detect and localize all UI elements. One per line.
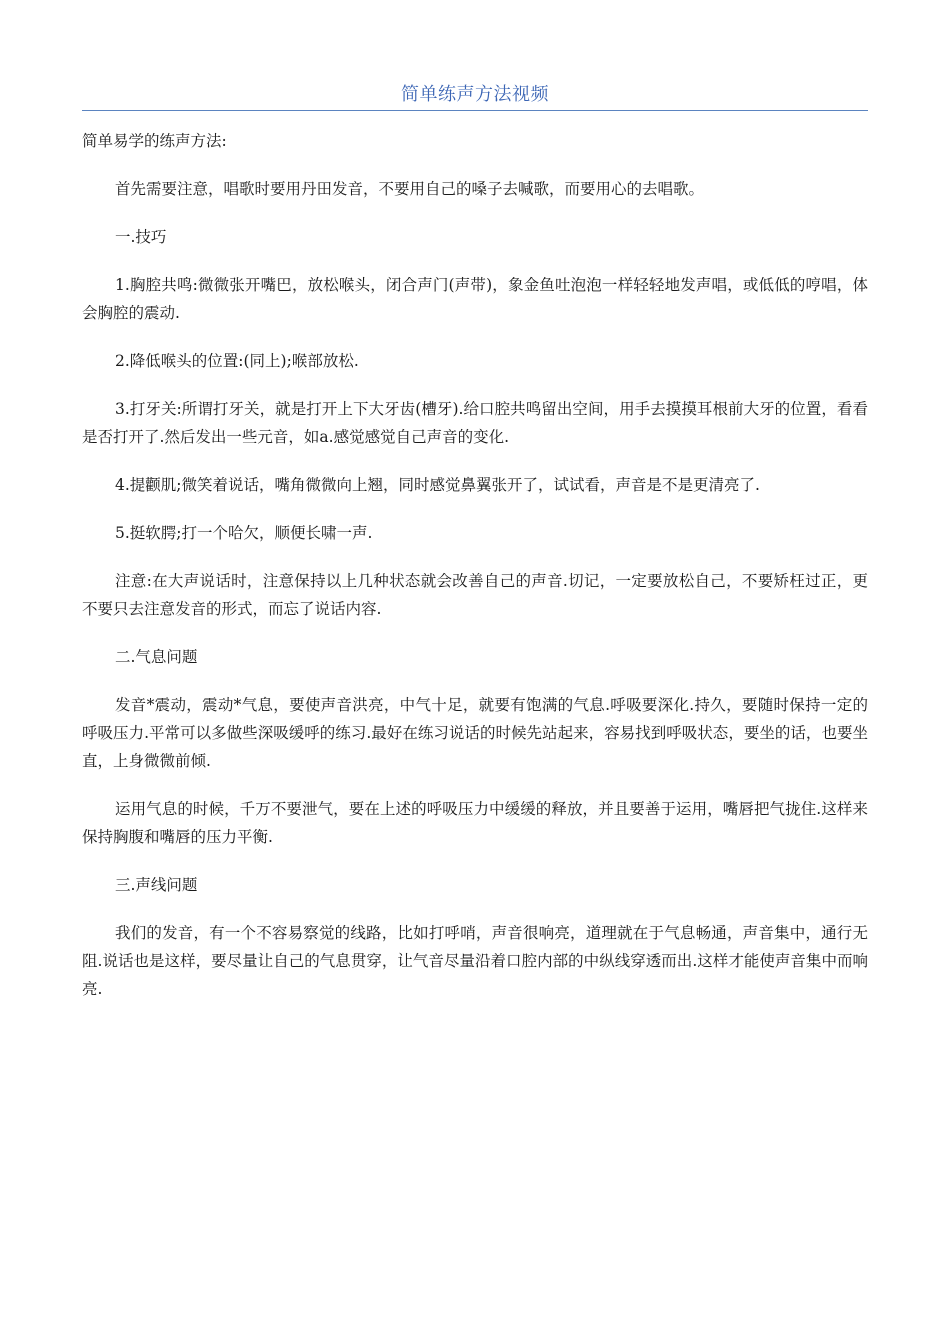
paragraph-first-note: 首先需要注意，唱歌时要用丹田发音，不要用自己的嗓子去喊歌，而要用心的去唱歌。	[115, 180, 705, 198]
document-page	[82, 0, 868, 1344]
tip-lower-larynx: 2.降低喉头的位置:(同上);喉部放松.	[115, 352, 359, 370]
paragraph-caution: 注意:在大声说话时，注意保持以上几种状态就会改善自己的声音.切记，一定要放松自己，不要矫枉过正，更不要只去注意发音的形式，而忘了说话内容.	[82, 572, 868, 618]
tip-lift-cheek-muscles: 4.提颧肌;微笑着说话，嘴角微微向上翘，同时感觉鼻翼张开了，试试看，声音是不是更清亮了.	[115, 476, 760, 494]
section-heading-voice-line: 三.声线问题	[115, 876, 198, 894]
section-heading-breath: 二.气息问题	[115, 648, 198, 666]
paragraph-breath-pressure: 发音*震动，震动*气息，要使声音洪亮，中气十足，就要有饱满的气息.呼吸要深化.持久，要随时保持一定的呼吸压力.平常可以多做些深吸缓呼的练习.最好在练习说话的时候先站起来，容易找到呼吸状态，要坐的话，也要坐直，上身微微前倾.	[82, 696, 868, 770]
paragraph-voice-line: 我们的发音，有一个不容易察觉的线路，比如打呼哨，声音很响亮，道理就在于气息畅通，声音集中，通行无阻.说话也是这样，要尽量让自己的气息贯穿，让气音尽量沿着口腔内部的中纵线穿透而出.这样才能使声音集中而响亮.	[82, 924, 868, 998]
document-title: 简单练声方法视频	[401, 84, 549, 105]
document-header	[82, 82, 868, 111]
tip-raise-soft-palate: 5.挺软腭;打一个哈欠，顺便长啸一声.	[115, 524, 373, 542]
intro-line: 简单易学的练声方法:	[82, 132, 227, 150]
tip-open-jaw: 3.打牙关:所谓打牙关，就是打开上下大牙齿(槽牙).给口腔共鸣留出空间，用手去摸摸耳根前大牙的位置，看看是否打开了.然后发出一些元音，如a.感觉感觉自己声音的变化.	[82, 400, 868, 446]
tip-chest-resonance: 1.胸腔共鸣:微微张开嘴巴，放松喉头，闭合声门(声带)，象金鱼吐泡泡一样轻轻地发声唱，或低低的哼唱，体会胸腔的震动.	[82, 276, 868, 322]
paragraph-breath-release: 运用气息的时候，千万不要泄气，要在上述的呼吸压力中缓缓的释放，并且要善于运用，嘴唇把气拢住.这样来保持胸腹和嘴唇的压力平衡.	[82, 800, 868, 846]
section-heading-techniques: 一.技巧	[115, 228, 167, 246]
document-body	[82, 127, 868, 1023]
